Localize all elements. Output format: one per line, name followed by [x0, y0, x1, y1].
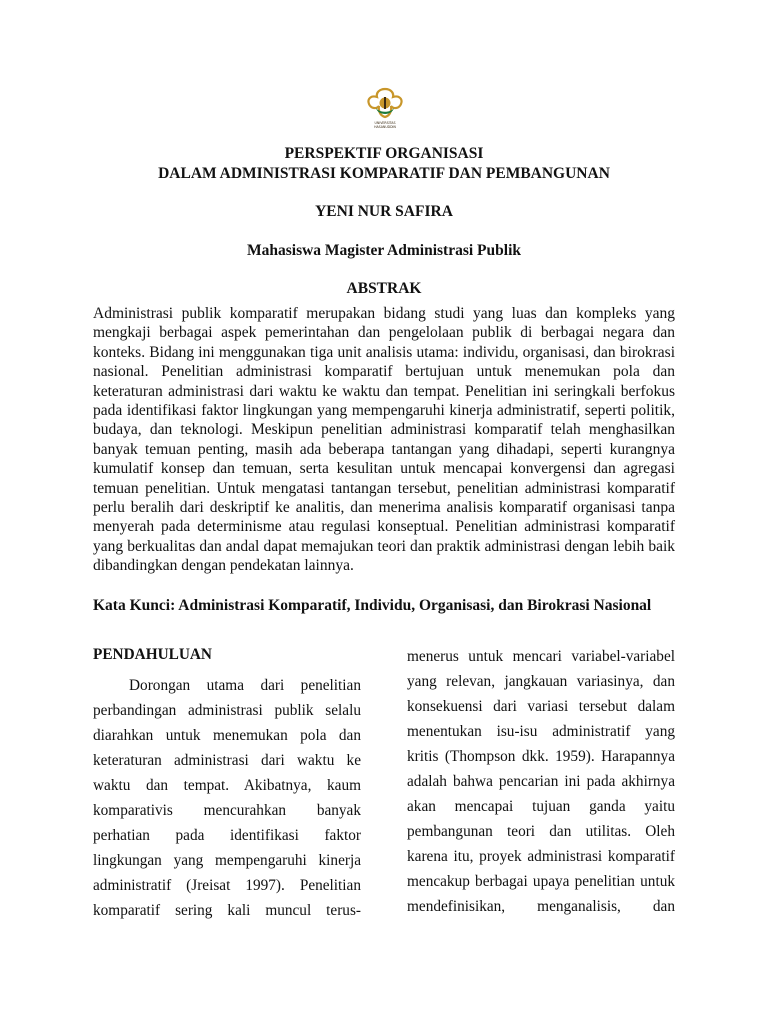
body-line: keteraturan administrasi dari waktu ke: [93, 752, 361, 769]
body-line: akan mencapai tujuan ganda yaitu: [407, 798, 675, 815]
body-line: yang relevan, jangkauan variasinya, dan: [407, 673, 675, 690]
body-line: komparatif sering kali muncul terus-: [93, 902, 361, 919]
body-line: karena itu, proyek administrasi komparatif: [407, 848, 675, 865]
section-heading-introduction: PENDAHULUAN: [93, 646, 212, 663]
intro-left-column: [93, 644, 361, 923]
body-line: adalah bahwa pencarian ini pada akhirnya: [407, 773, 675, 790]
paper-title-line2: DALAM ADMINISTRASI KOMPARATIF DAN PEMBANGUNAN: [158, 165, 610, 182]
logo-caption-line1: UNIVERSITAS: [374, 121, 396, 125]
body-line: komparativis mencurahkan banyak: [93, 802, 361, 819]
body-line: konsekuensi dari variasi tersebut dalam: [407, 698, 675, 715]
body-line: perhatian pada identifikasi faktor: [93, 827, 361, 844]
body-line: mendefinisikan, menganalisis, dan: [407, 898, 675, 915]
author-name: YENI NUR SAFIRA: [315, 203, 453, 220]
body-line: waktu dan tempat. Akibatnya, kaum: [93, 777, 361, 794]
body-line: menentukan isu-isu administratif yang: [407, 723, 675, 740]
body-line: kritis (Thompson dkk. 1959). Harapannya: [407, 748, 675, 765]
body-line: Dorongan utama dari penelitian: [129, 677, 361, 694]
abstract-text: Administrasi publik komparatif merupakan bidang studi yang luas dan kompleks yang mengkaji berbagai aspek pemerintahan dan pengelolaan publik di berbagai negara dan konteks. Bidang ini menggunakan tiga unit analisis utama: individu, organisasi, dan birokrasi nasional. Penelitian administrasi komparatif bertujuan untuk menemukan pola dan keteraturan administrasi dari waktu ke waktu dan tempat. Penelitian ini seringkali berfokus pada identifikasi faktor lingkungan yang mempengaruhi kinerja administratif, seperti politik, budaya, dan teknologi. Meskipun penelitian administrasi komparatif telah menghasilkan banyak temuan penting, masih ada beberapa tantangan yang dihadapi, seperti kurangnya kumulatif konsep dan temuan, serta kesulitan untuk mencapai konvergensi dan agregasi temuan penelitian. Untuk mengatasi tantangan tersebut, penelitian administrasi komparatif perlu beralih dari deskriptif ke analitis, dan menerima analisis komparatif organisasi tanpa menyerah pada determinisme atau regulasi konseptual. Penelitian administrasi komparatif yang berkualitas dan andal dapat memajukan teori dan praktik administrasi dengan lebih baik dibandingkan dengan pendekatan lainnya.: [93, 305, 675, 575]
body-line: mencakup berbagai upaya penelitian untuk: [407, 873, 675, 890]
body-line: lingkungan yang mempengaruhi kinerja: [93, 852, 361, 869]
body-line: diarahkan untuk menemukan pola dan: [93, 727, 361, 744]
intro-right-column: [407, 644, 675, 919]
body-line: administratif (Jreisat 1997). Penelitian: [93, 877, 361, 894]
logo-caption-line2: HASANUDDIN: [374, 125, 396, 129]
abstract-heading: ABSTRAK: [346, 280, 422, 297]
paper-title-line1: PERSPEKTIF ORGANISASI: [284, 145, 484, 162]
keywords: Kata Kunci: Administrasi Komparatif, Individu, Organisasi, dan Birokrasi Nasional: [93, 597, 652, 614]
author-affiliation: Mahasiswa Magister Administrasi Publik: [246, 242, 521, 259]
body-line: perbandingan administrasi publik selalu: [93, 702, 361, 719]
body-line: pembangunan teori dan utilitas. Oleh: [407, 823, 675, 840]
university-crest-logo: [362, 86, 408, 130]
body-line: menerus untuk mencari variabel-variabel: [407, 648, 675, 665]
